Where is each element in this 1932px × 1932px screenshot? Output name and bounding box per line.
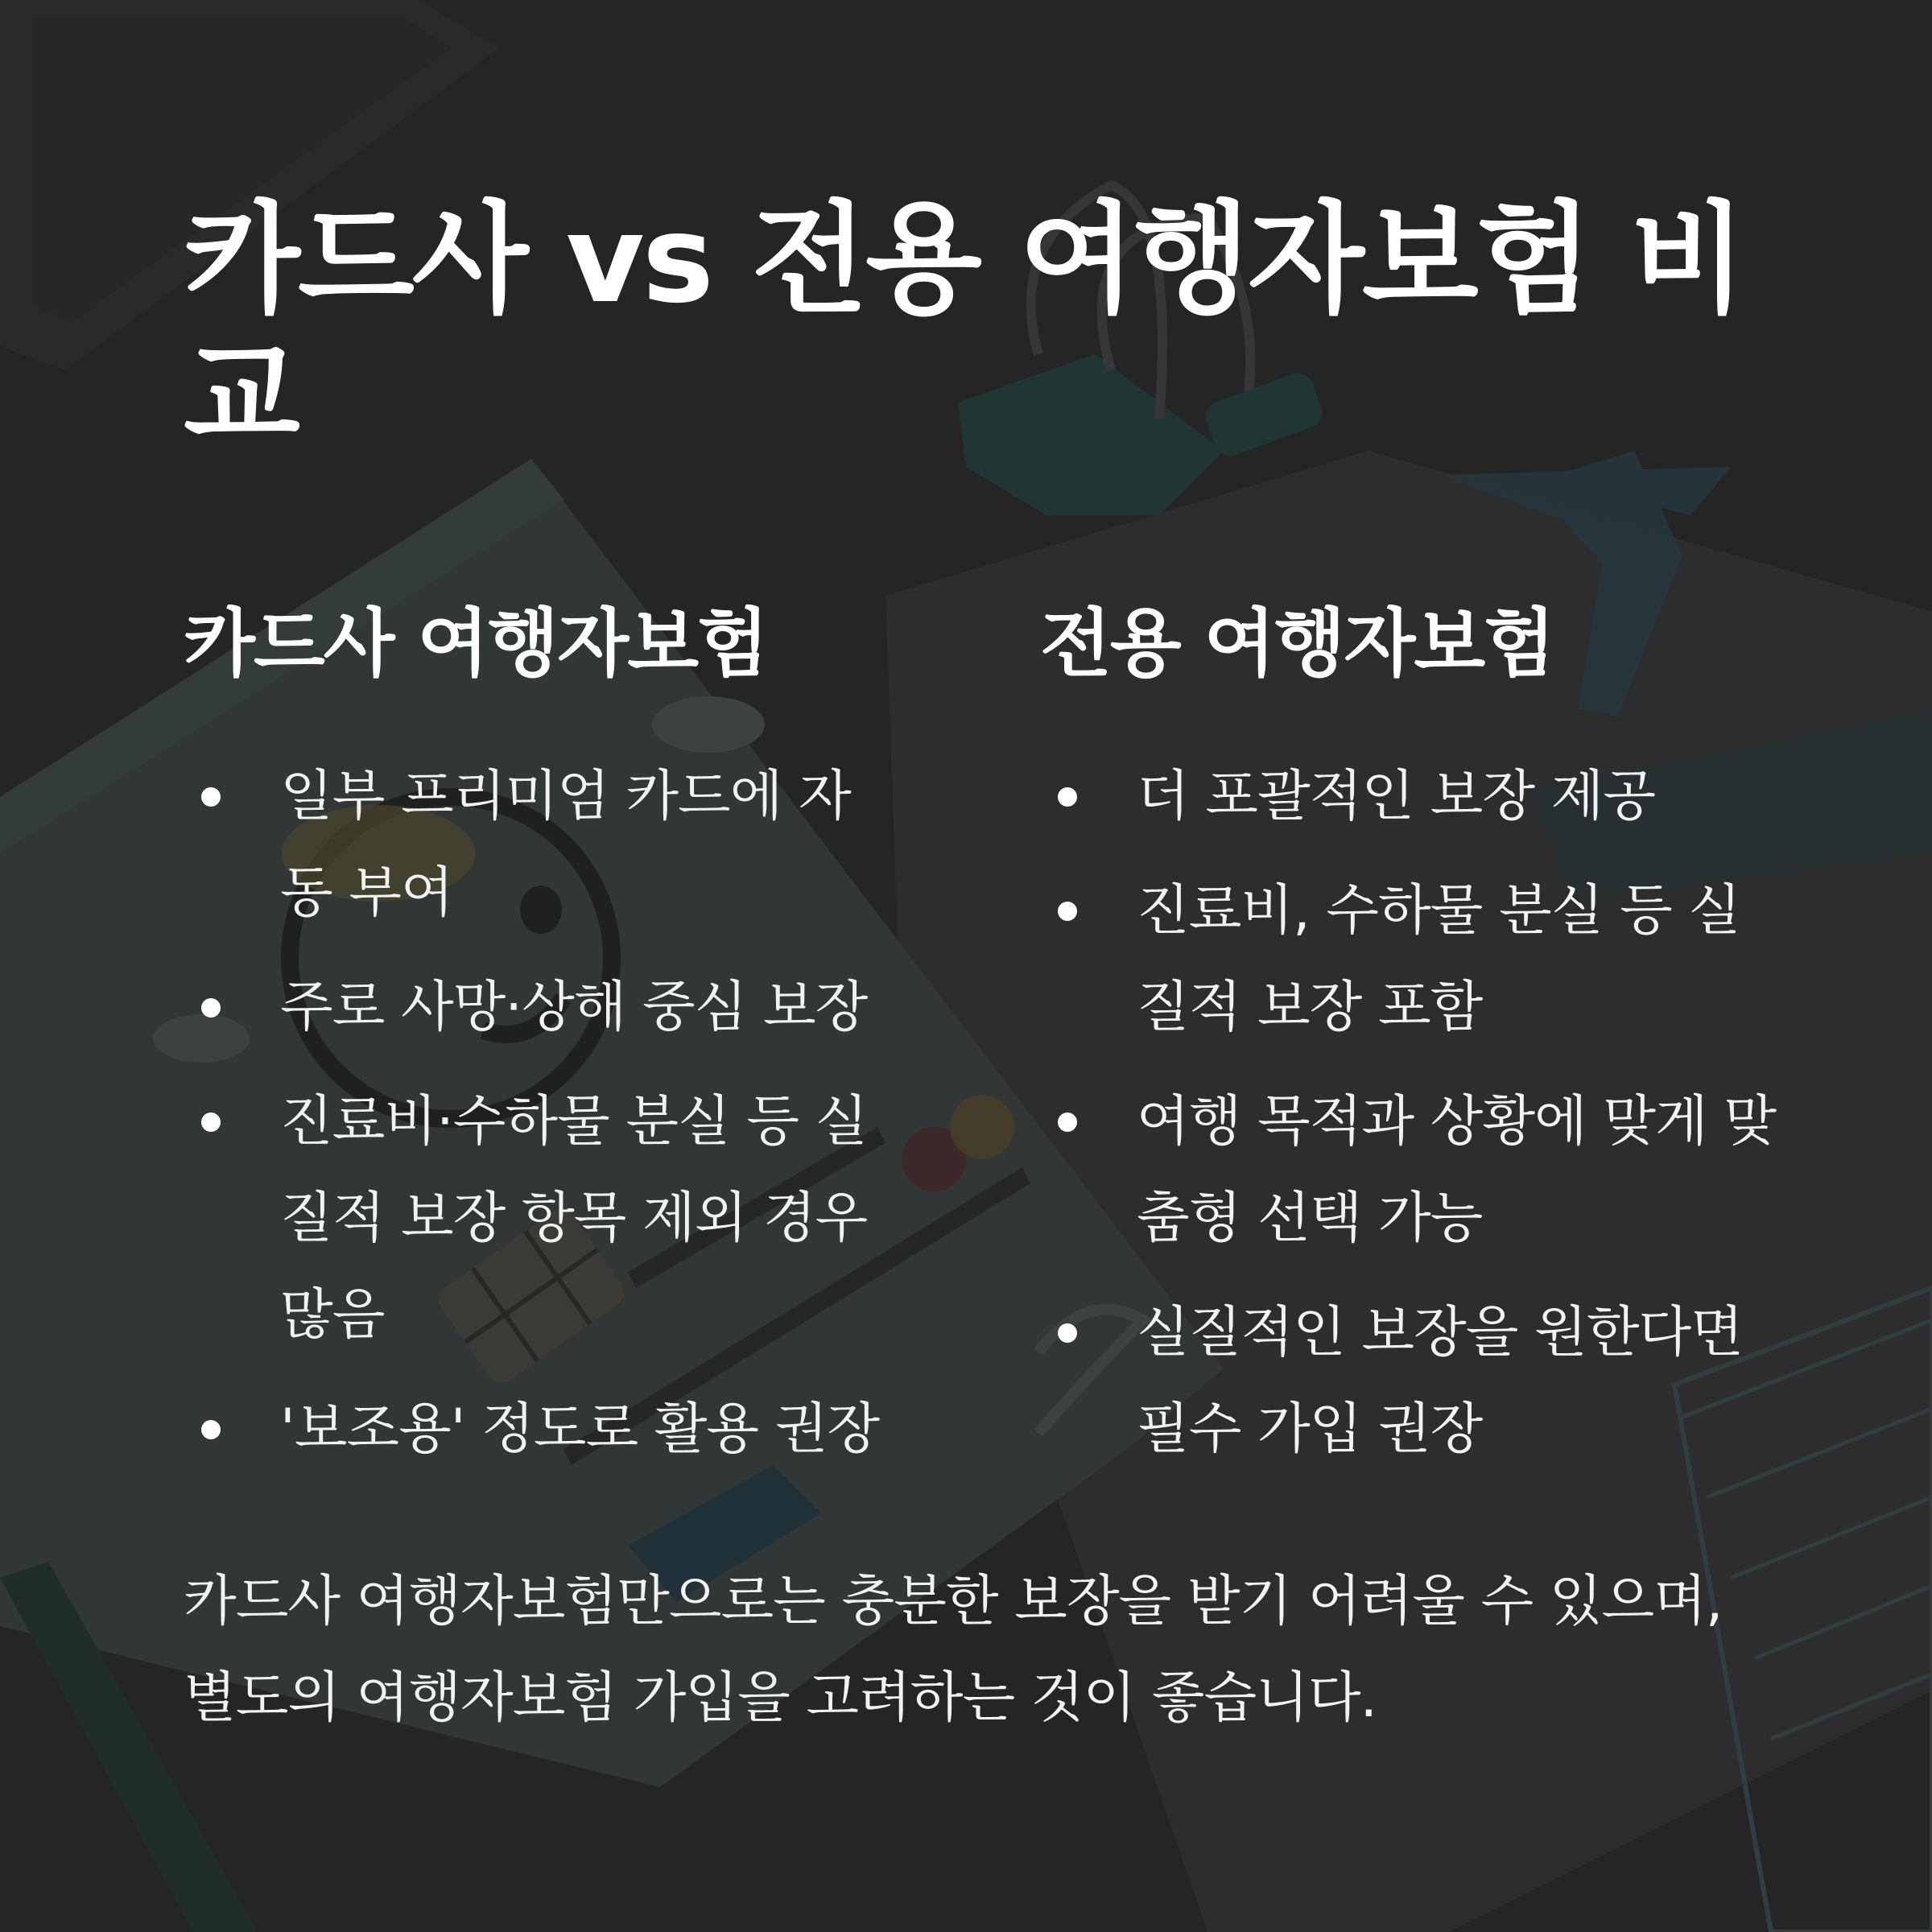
page-title: 카드사 vs 전용 여행자보험 비교 xyxy=(184,190,1744,467)
bullet-icon xyxy=(201,998,221,1018)
list-item-text: 더 포괄적인 보장 제공 xyxy=(1137,765,1656,828)
list-item xyxy=(184,1074,892,1364)
list-item xyxy=(1040,863,1781,1056)
bullet-icon xyxy=(201,1113,221,1132)
list-item xyxy=(1040,1285,1781,1478)
dedicated-insurance-column xyxy=(1040,596,1781,1496)
card-insurance-list xyxy=(184,749,892,1478)
list-item xyxy=(184,960,892,1056)
card-insurance-heading: 카드사 여행자보험 xyxy=(184,601,768,687)
bullet-icon xyxy=(201,787,221,807)
bullet-icon xyxy=(1058,902,1077,921)
bullet-icon xyxy=(1058,1323,1077,1343)
bullet-icon xyxy=(201,1420,221,1439)
bullet-icon xyxy=(1058,787,1077,807)
list-item-text: 진료비·수하물 분실 등 실질적 보장 항목 제외 경우 많음 xyxy=(280,1090,868,1347)
card-insurance-column xyxy=(184,596,892,1496)
bullet-icon xyxy=(1058,1113,1077,1132)
list-item-text: '보조용' 정도로 활용 권장 xyxy=(280,1397,880,1461)
list-item-text: 실질적인 보장을 원한다면 필수 가입 권장 xyxy=(1137,1301,1743,1461)
dedicated-insurance-heading: 전용 여행자보험 xyxy=(1040,601,1554,687)
list-item xyxy=(1040,749,1781,845)
list-item xyxy=(1040,1074,1781,1267)
list-item-text: 일부 프리미엄 카드에 자동 부여 xyxy=(280,765,851,925)
conclusion-text: 카드사 여행자보험만으로는 충분한 보장을 받기 어려울 수 있으며, 별도의 여행자보험 가입을 고려하는 것이 좋습니다. xyxy=(184,1570,1723,1730)
dedicated-insurance-list xyxy=(1040,749,1781,1478)
list-item xyxy=(184,749,892,942)
list-item xyxy=(184,1381,892,1478)
list-item-text: 진료비, 수하물 분실 등 실질적 보장 포함 xyxy=(1137,879,1740,1039)
list-item-text: 주로 사망·상해 중심 보장 xyxy=(280,976,868,1039)
list-item-text: 여행 목적과 상황에 맞게 맞춤형 선택 가능 xyxy=(1137,1090,1777,1250)
